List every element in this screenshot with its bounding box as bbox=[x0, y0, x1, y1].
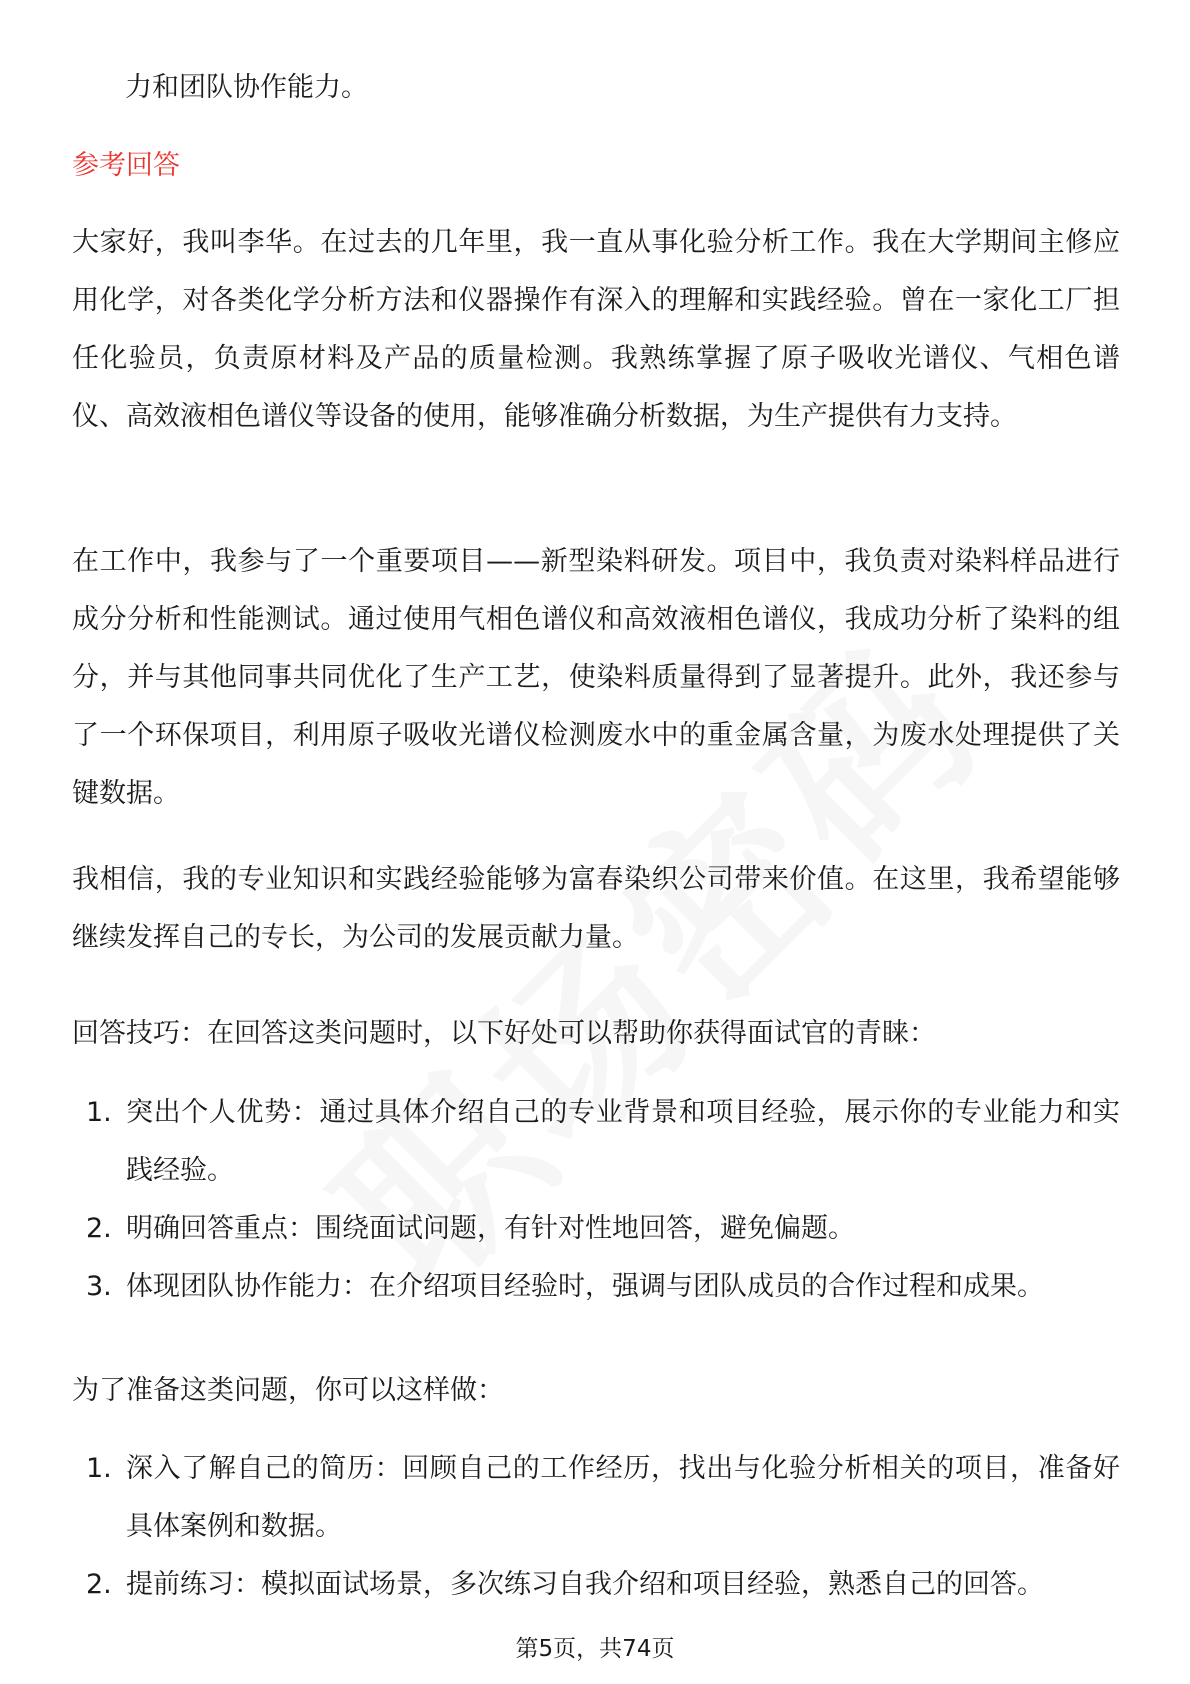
prep-list bbox=[72, 1440, 1120, 1614]
list-item bbox=[72, 1440, 1120, 1556]
tips-list bbox=[72, 1084, 1120, 1316]
list-item bbox=[72, 1200, 1120, 1258]
list-number: 2. bbox=[86, 1213, 112, 1244]
list-number: 1. bbox=[86, 1097, 112, 1128]
continuation-text: 力和团队协作能力。 bbox=[125, 72, 368, 103]
list-item bbox=[72, 1556, 1120, 1614]
list-item bbox=[72, 1084, 1120, 1200]
list-number: 2. bbox=[86, 1569, 112, 1600]
list-number: 1. bbox=[86, 1453, 112, 1484]
list-item-text: 提前练习：模拟面试场景，多次练习自我介绍和项目经验，熟悉自己的回答。 bbox=[126, 1569, 1044, 1600]
answer-paragraph-closing: 我相信，我的专业知识和实践经验能够为富春染织公司带来价值。在这里，我希望能够继续发挥自己的专长，为公司的发展贡献力量。 bbox=[72, 864, 1120, 953]
prep-intro-paragraph: 为了准备这类问题，你可以这样做： bbox=[72, 1375, 504, 1406]
answer-paragraph-intro: 大家好，我叫李华。在过去的几年里，我一直从事化验分析工作。我在大学期间主修应用化学，对各类化学分析方法和仪器操作有深入的理解和实践经验。曾在一家化工厂担任化验员，负责原材料及产品的质量检测。我熟练掌握了原子吸收光谱仪、气相色谱仪、高效液相色谱仪等设备的使用，能够准确分析数据，为生产提供有力支持。 bbox=[72, 227, 1120, 432]
list-item bbox=[72, 1258, 1120, 1316]
list-item-text: 明确回答重点：围绕面试问题，有针对性地回答，避免偏题。 bbox=[126, 1213, 855, 1244]
list-number: 3. bbox=[86, 1271, 112, 1302]
list-item-text: 体现团队协作能力：在介绍项目经验时，强调与团队成员的合作过程和成果。 bbox=[126, 1271, 1044, 1302]
tips-intro-paragraph: 回答技巧：在回答这类问题时，以下好处可以帮助你获得面试官的青睐： bbox=[72, 1018, 936, 1049]
list-item-text: 深入了解自己的简历：回顾自己的工作经历，找出与化验分析相关的项目，准备好具体案例和数据。 bbox=[126, 1453, 1120, 1542]
answer-paragraph-project: 在工作中，我参与了一个重要项目——新型染料研发。项目中，我负责对染料样品进行成分分析和性能测试。通过使用气相色谱仪和高效液相色谱仪，我成功分析了染料的组分，并与其他同事共同优化了生产工艺，使染料质量得到了显著提升。此外，我还参与了一个环保项目，利用原子吸收光谱仪检测废水中的重金属含量，为废水处理提供了关键数据。 bbox=[72, 546, 1120, 809]
page-footer: 第5页，共74页 bbox=[515, 1636, 675, 1662]
reference-answer-heading: 参考回答 bbox=[72, 150, 180, 181]
list-item-text: 突出个人优势：通过具体介绍自己的专业背景和项目经验，展示你的专业能力和实践经验。 bbox=[126, 1097, 1120, 1186]
